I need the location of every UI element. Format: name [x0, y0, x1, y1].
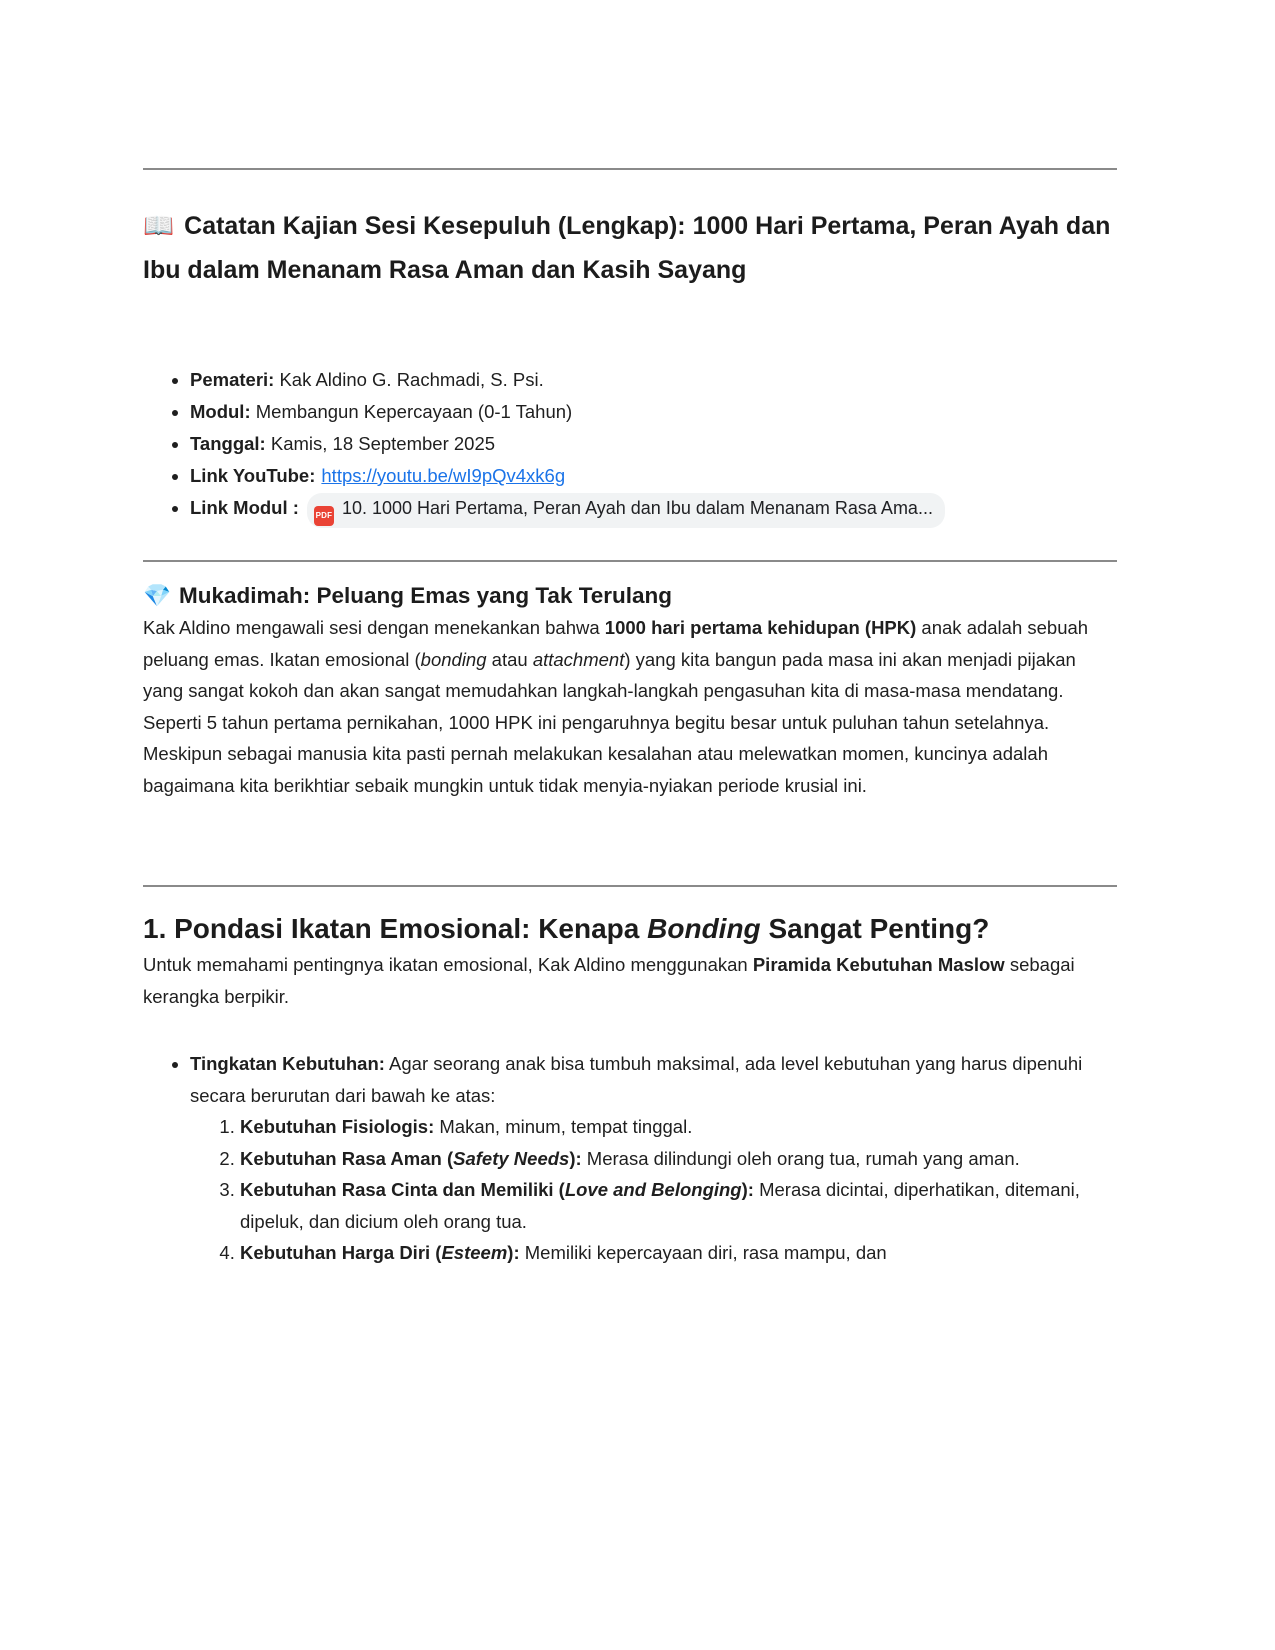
section1-heading: 1. Pondasi Ikatan Emosional: Kenapa Bonding Sangat Penting? [143, 913, 990, 944]
mukadimah-heading [143, 580, 1117, 612]
mukadimah-heading-text: Mukadimah: Peluang Emas yang Tak Terulang [179, 583, 673, 608]
modul-chip[interactable] [307, 493, 945, 528]
info-item-tanggal: • Tanggal: Kamis, 18 September 2025 [190, 428, 1117, 460]
modul-link-label: Link Modul : [190, 497, 299, 518]
need-item-rasa-aman: 2. Kebutuhan Rasa Aman (Safety Needs): Merasa dilindungi oleh orang tua, rumah yang aman. [240, 1143, 1117, 1175]
info-item-modul-link [190, 492, 1117, 528]
modul-chip-text: 10. 1000 Hari Pertama, Peran Ayah dan Ibu dalam Menanam Rasa Ama... [341, 498, 933, 518]
open-book-emoji-icon: 📖 [143, 212, 175, 240]
needs-list [143, 1048, 1117, 1269]
divider-mid-2 [143, 885, 1117, 887]
pdf-icon: PDF [314, 506, 334, 526]
youtube-link[interactable]: https://youtu.be/wI9pQv4xk6g [321, 465, 566, 486]
gem-emoji-icon: 💎 [143, 583, 172, 608]
doc-title-text: Catatan Kajian Sesi Kesepuluh (Lengkap): 1000 Hari Pertama, Peran Ayah dan Ibu dalam Menanam Rasa Aman dan Kasih Sayang [143, 212, 1111, 284]
doc-title [143, 204, 1117, 292]
needs-numbered-list [190, 1111, 1117, 1269]
need-item-harga-diri: 4. Kebutuhan Harga Diri (Esteem): Memiliki kepercayaan diri, rasa mampu, dan [240, 1237, 1117, 1269]
need-item-cinta-memiliki: 3. Kebutuhan Rasa Cinta dan Memiliki (Love and Belonging): Merasa dicintai, diperhatikan, ditemani, dipeluk, dan dicium oleh orang tua. [240, 1174, 1117, 1237]
session-info-list [143, 364, 1117, 528]
need-item-fisiologis: 1. Kebutuhan Fisiologis: Makan, minum, tempat tinggal. [240, 1111, 1117, 1143]
section1-intro: Untuk memahami pentingnya ikatan emosional, Kak Aldino menggunakan Piramida Kebutuhan Maslow sebagai kerangka berpikir. [143, 954, 1075, 1007]
needs-bullet-tingkatan: • Tingkatan Kebutuhan: Agar seorang anak bisa tumbuh maksimal, ada level kebutuhan yang harus dipenuhi secara berurutan dari bawah ke atas: 1. Kebutuhan Fisiologis: Makan, minum, tempat tinggal. 2. Kebutuhan Rasa Aman (Safety Needs): Merasa dilindungi oleh orang tua, rumah yang aman. 3. Kebutuhan Rasa Cinta dan Memiliki (Love and Belonging): Merasa dicintai, diperhatikan, ditemani, dipeluk, dan dicium oleh orang tua. 4. Kebutuhan Harga Diri (Esteem): Memiliki kepercayaan diri, rasa mampu, dan [190, 1048, 1117, 1269]
info-item-modul: • Modul: Membangun Kepercayaan (0-1 Tahun) [190, 396, 1117, 428]
info-item-pemateri: • Pemateri: Kak Aldino G. Rachmadi, S. Psi. [190, 364, 1117, 396]
mukadimah-paragraph-2: Meskipun sebagai manusia kita pasti pernah melakukan kesalahan atau melewatkan momen, kuncinya adalah bagaimana kita berikhtiar sebaik mungkin untuk tidak menyia-nyiakan periode krusial ini. [143, 743, 1048, 796]
youtube-label: Link YouTube: [190, 465, 316, 486]
divider-top [143, 168, 1117, 170]
divider-mid-1 [143, 560, 1117, 562]
mukadimah-paragraph-1: Kak Aldino mengawali sesi dengan menekankan bahwa 1000 hari pertama kehidupan (HPK) anak adalah sebuah peluang emas. Ikatan emosional (bonding atau attachment) yang kita bangun pada masa ini akan menjadi pijakan yang sangat kokoh dan akan sangat memudahkan langkah-langkah pengasuhan kita di masa-masa mendatang. Seperti 5 tahun pertama pernikahan, 1000 HPK ini pengaruhnya begitu besar untuk puluhan tahun setelahnya. [143, 617, 1089, 733]
info-item-youtube [190, 460, 1117, 492]
